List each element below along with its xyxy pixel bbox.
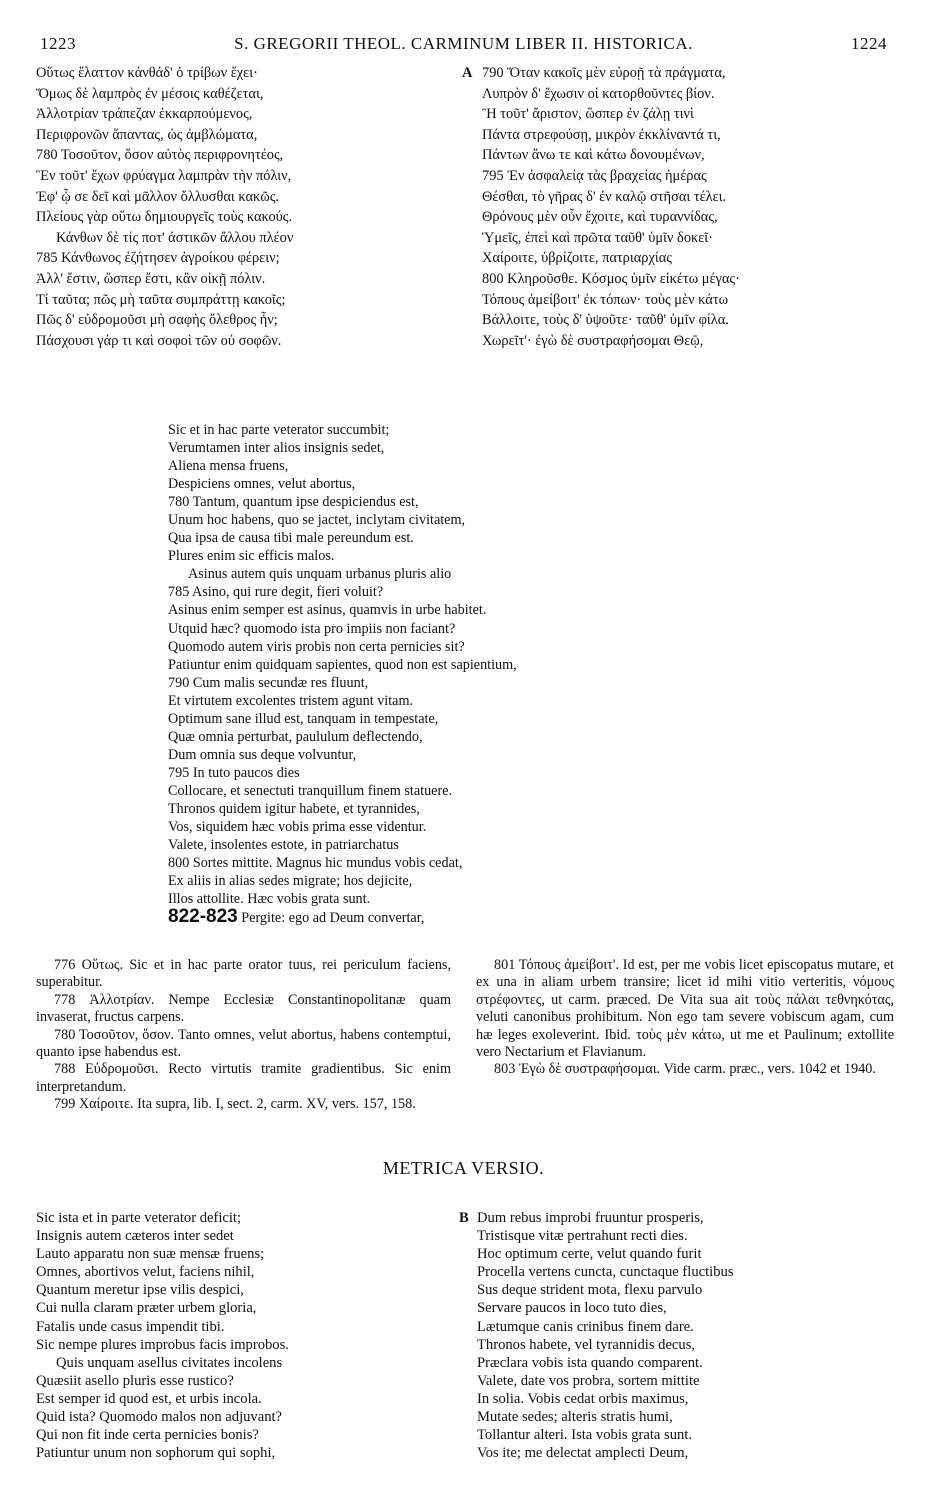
- greek-line: 785 Κάνθωνος ἐζήτησεν ἀγροίκου φέρειν;: [36, 250, 280, 267]
- verse-line: Omnes, abortivos velut, faciens nihil,: [36, 1264, 255, 1281]
- latin-line: [168, 908, 728, 926]
- latin-line: Ex aliis in alias sedes migrate; hos dejicite,: [168, 873, 413, 890]
- latin-line: Et virtutem excolentes tristem agunt vitam.: [168, 692, 414, 709]
- greek-line: Βάλλοιτε, τοὺς δ' ὑψοῦτε· ταῦθ' ὑμῖν φίλα.: [482, 312, 729, 329]
- footnote: [36, 1027, 451, 1062]
- verse-line: Hoc optimum certe, velut quando furit: [477, 1246, 702, 1263]
- footnote: [476, 1061, 894, 1078]
- footnote: [36, 1061, 451, 1096]
- footnotes-right-column: [476, 957, 894, 1079]
- margin-mark: A: [462, 65, 473, 81]
- latin-line: 800 Sortes mittite. Magnus hic mundus vobis cedat,: [168, 855, 463, 872]
- verse-line: Lauto apparatu non suæ mensæ fruens;: [36, 1246, 265, 1263]
- greek-line: Περιφρονῶν ἅπαντας, ὡς ἀμβλώματα,: [36, 126, 258, 143]
- latin-line: Asinus autem quis unquam urbanus pluris alio: [188, 566, 452, 583]
- latin-line: Asinus enim semper est asinus, quamvis in urbe habitet.: [168, 602, 487, 619]
- greek-line: Ἀλλ' ἔστιν, ὥσπερ ἔστι, κἂν οἰκῇ πόλιν.: [36, 270, 266, 287]
- verse-line: Thronos habete, vel tyrannidis decus,: [477, 1336, 696, 1353]
- greek-line: Χαίροιτε, ὑβρίζοιτε, πατριαρχίας: [482, 250, 672, 267]
- verse-line: Sus deque strident mota, flexu parvulo: [477, 1282, 703, 1299]
- verse-line: Lætumque canis crinibus finem dare.: [477, 1318, 694, 1335]
- greek-text-left-column: [36, 63, 451, 351]
- latin-line: Sic et in hac parte veterator succumbit;: [168, 422, 390, 438]
- latin-line: Verumtamen inter alios insignis sedet,: [168, 440, 385, 457]
- verse-line: Quis unquam asellus civitates incolens: [56, 1354, 283, 1371]
- greek-line: Ἐφ' ᾧ σε δεῖ καὶ μᾶλλον ὄλλυσθαι κακῶς.: [36, 188, 280, 205]
- verse-line-text: Dum rebus improbi fruuntur prosperis,: [477, 1210, 704, 1226]
- verse-line: Mutate sedes; alteris stratis humi,: [477, 1409, 673, 1426]
- greek-line: Οὕτως ἔλαττον κἀνθάδ' ὁ τρίβων ἔχει·: [36, 65, 258, 81]
- footnote-text: 776 Οὕτως. Sic et in hac parte orator tuus, rei periculum faciens, superabitur.: [36, 957, 451, 991]
- greek-line: Θέσθαι, τὸ γῆρας δ' ἐν καλῷ στῆσαι τέλει.: [482, 188, 727, 205]
- verse-line: Servare paucos in loco tuto dies,: [477, 1300, 667, 1317]
- latin-line: Patiuntur enim quidquam sapientes, quod non est sapientium,: [168, 656, 517, 673]
- latin-line: Illos attollite. Hæc vobis grata sunt.: [168, 891, 371, 908]
- footnote: [36, 957, 451, 992]
- footnote: [36, 992, 451, 1027]
- greek-line: Λυπρὸν δ' ἔχωσιν οἱ κατορθοῦντες βίον.: [482, 85, 715, 102]
- greek-line: Πῶς δ' εὐδρομοῦσι μὴ σαφὴς ὄλεθρος ἦν;: [36, 312, 278, 329]
- column-number-marker: 822-823: [168, 906, 238, 928]
- footnote: [476, 957, 894, 1061]
- greek-line: [462, 63, 902, 84]
- latin-line: Plures enim sic efficis malos.: [168, 548, 335, 565]
- latin-line: Quomodo autem viris probis non certa pernicies sit?: [168, 638, 465, 655]
- page-number-left: 1223: [40, 34, 76, 53]
- latin-line: Quæ omnia perturbat, paululum deflectendo,: [168, 728, 423, 745]
- verse-line: Qui non fit inde certa pernicies bonis?: [36, 1427, 259, 1444]
- greek-line: Ἀλλοτρίαν τράπεζαν ἐκκαρπούμενος,: [36, 106, 253, 123]
- greek-line: Ἓν τοῦτ' ἔχων φρύαγμα λαμπρὰν τὴν πόλιν,: [36, 167, 292, 184]
- greek-line: Χωρεῖτ'· ἐγὼ δὲ συστραφήσομαι Θεῷ,: [482, 332, 704, 349]
- latin-line: 795 In tuto paucos dies: [168, 764, 300, 781]
- verse-line: Quæsiit asello pluris esse rustico?: [36, 1372, 234, 1389]
- verse-line: Est semper id quod est, et urbis incola.: [36, 1390, 262, 1407]
- verse-line: Valete, date vos probra, sortem mittite: [477, 1372, 700, 1389]
- greek-line-text: 790 Ὅταν κακοῖς μὲν εὐροῇ τὰ πράγματα,: [482, 65, 726, 81]
- greek-line: Ὅμως δὲ λαμπρὸς ἐν μέσοις καθέζεται,: [36, 85, 264, 102]
- greek-line: Τόπους ἀμείβοιτ' ἐκ τόπων· τοὺς μὲν κάτω: [482, 291, 729, 308]
- latin-line: 790 Cum malis secundæ res fluunt,: [168, 674, 369, 691]
- latin-translation: [168, 421, 728, 926]
- page-number-right: 1224: [851, 34, 887, 53]
- metrical-version-right-column: [459, 1209, 899, 1462]
- footnotes-left-column: [36, 957, 451, 1114]
- latin-line: Collocare, et senectuti tranquillum finem statuere.: [168, 782, 453, 799]
- footnote-text: 778 Ἀλλοτρίαν. Nempe Ecclesiæ Constantinopolitanæ quam invaserat, fructus carpens.: [36, 991, 451, 1026]
- latin-line: Dum omnia sus deque volvuntur,: [168, 746, 357, 763]
- latin-line: Utquid hæc? quomodo ista pro impiis non faciant?: [168, 620, 456, 637]
- footnote-text: 780 Τοσοῦτον, ὅσον. Tanto omnes, velut abortus, habens contemptui, quanto ipse habendus est.: [36, 1026, 451, 1061]
- running-header: [40, 34, 887, 56]
- verse-line: Procella vertens cuncta, cunctaque fluctibus: [477, 1264, 734, 1281]
- latin-line: 780 Tantum, quantum ipse despiciendus est,: [168, 494, 419, 511]
- greek-line: Ὑμεῖς, ἐπεὶ καὶ πρῶτα ταῦθ' ὑμῖν δοκεῖ·: [482, 229, 713, 246]
- greek-line: Πλείους γὰρ οὕτω δημιουργεῖς τοὺς κακούς.: [36, 209, 293, 226]
- greek-line: Τί ταῦτα; πῶς μὴ ταῦτα συμπράττῃ κακοῖς;: [36, 291, 286, 308]
- greek-line: 800 Κληροῦσθε. Κόσμος ὑμῖν εἰκέτω μέγας·: [482, 270, 740, 287]
- margin-mark: B: [459, 1210, 469, 1226]
- verse-line: Quid ista? Quomodo malos non adjuvant?: [36, 1409, 283, 1426]
- verse-line: Quantum meretur ipse vilis despici,: [36, 1282, 244, 1299]
- greek-line: Ἢ τοῦτ' ἄριστον, ὥσπερ ἐν ζάλῃ τινὶ: [482, 106, 694, 123]
- verse-line: Vos ite; me delectat amplecti Deum,: [477, 1445, 689, 1462]
- footnote-text: 799 Χαίροιτε. Ita supra, lib. I, sect. 2, carm. XV, vers. 157, 158.: [54, 1096, 416, 1113]
- metrical-version-left-column: [36, 1209, 451, 1462]
- greek-line: Κάνθων δὲ τίς ποτ' ἀστικῶν ἄλλου πλέον: [56, 229, 294, 246]
- latin-line: Optimum sane illud est, tanquam in tempestate,: [168, 710, 439, 727]
- latin-line: Vos, siquidem hæc vobis prima esse videntur.: [168, 819, 427, 836]
- latin-line-text: Pergite: ego ad Deum convertar,: [241, 910, 425, 927]
- latin-line: 785 Asino, qui rure degit, fieri voluit?: [168, 584, 384, 601]
- footnote-text: 803 Ἐγὼ δὲ συστραφήσομαι. Vide carm. præc., vers. 1042 et 1940.: [494, 1061, 876, 1078]
- verse-line: Tristisque vitæ pertrahunt recti dies.: [477, 1228, 688, 1245]
- section-title: METRICA VERSIO.: [382, 1158, 545, 1178]
- greek-line: Πάντα στρεφούσῃ, μικρὸν ἐκκλίναντά τι,: [482, 126, 721, 143]
- latin-line: Thronos quidem igitur habete, et tyrannides,: [168, 800, 420, 817]
- latin-line: Despiciens omnes, velut abortus,: [168, 476, 356, 493]
- verse-line: Præclara vobis ista quando comparent.: [477, 1354, 703, 1371]
- running-title: S. GREGORII THEOL. CARMINUM LIBER II. HISTORICA.: [234, 34, 693, 53]
- verse-line: In solia. Vobis cedat orbis maximus,: [477, 1390, 689, 1407]
- verse-line: Fatalis unde casus impendit tibi.: [36, 1318, 225, 1335]
- greek-line: Πάσχουσι γάρ τι καὶ σοφοὶ τῶν οὐ σοφῶν.: [36, 332, 282, 349]
- verse-line: Insignis autem cæteros inter sedet: [36, 1228, 234, 1245]
- greek-line: 780 Τοσοῦτον, ὅσον αὐτὸς περιφρονητέος,: [36, 147, 284, 164]
- greek-text-right-column: [462, 63, 902, 351]
- verse-line: Cui nulla claram præter urbem gloria,: [36, 1300, 257, 1317]
- latin-line: Unum hoc habens, quo se jactet, inclytam civitatem,: [168, 512, 466, 529]
- footnote: [36, 1096, 451, 1113]
- greek-line: Πάντων ἄνω τε καὶ κάτω δονουμένων,: [482, 147, 705, 164]
- latin-line: Aliena mensa fruens,: [168, 458, 289, 475]
- latin-line: Valete, insolentes estote, in patriarchatus: [168, 837, 399, 854]
- verse-line: Patiuntur unum non sophorum qui sophi,: [36, 1445, 276, 1462]
- greek-line: 795 Ἐν ἀσφαλείᾳ τὰς βραχείας ἡμέρας: [482, 167, 707, 184]
- latin-line: Qua ipsa de causa tibi male pereundum est.: [168, 530, 414, 547]
- verse-line: Sic ista et in parte veterator deficit;: [36, 1210, 242, 1226]
- verse-line: [459, 1209, 899, 1227]
- verse-line: Sic nempe plures improbus facis improbos.: [36, 1336, 289, 1353]
- footnote-text: 788 Εὐδρομοῦσι. Recto virtutis tramite gradientibus. Sic enim interpretandum.: [36, 1061, 451, 1095]
- verse-line: Tollantur alteri. Ista vobis grata sunt.: [477, 1427, 692, 1444]
- footnote-text: 801 Τόπους ἀμείβοιτ'. Id est, per me vobis licet episcopatus mutare, et ex una in aliam urbem transire; licet id mihi vitio verteritis, νόμους στρέφοντες, ut carm. præced. De Vita sua ait τοὺς πάλαι τεθνηκότας, veluti canonibus prohibitum. Non ego tam severe vobiscum agam, cum hæ leges exoleverint. Ibid. τοὺς μὲν κάτω, ut me et Paulinum; extollite vero Nectarium et Flavianum.: [476, 957, 894, 1061]
- greek-line: Θρόνους μὲν οὖν ἔχοιτε, καὶ τυραννίδας,: [482, 209, 718, 226]
